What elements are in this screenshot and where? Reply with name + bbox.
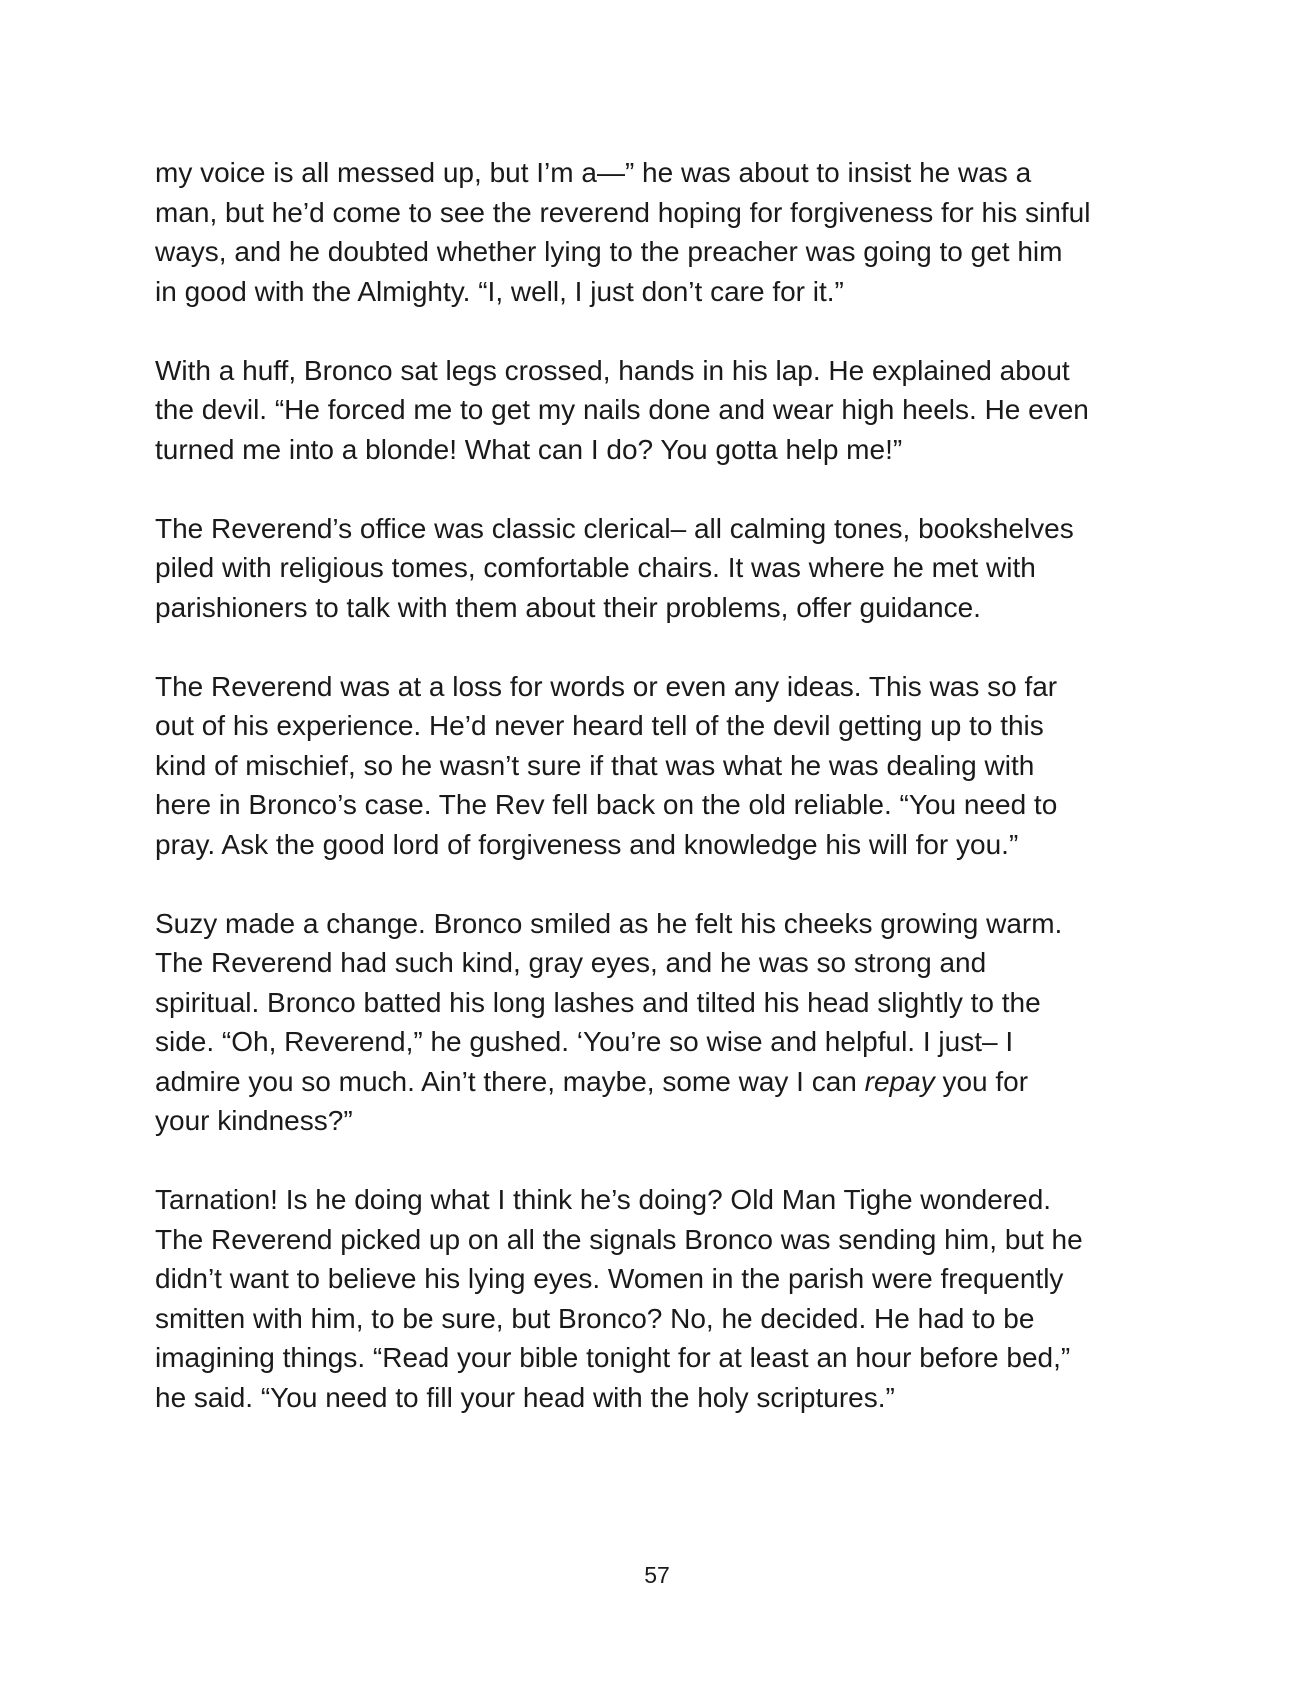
body-text xyxy=(155,153,1175,1457)
text-line: your kindness?” xyxy=(155,1105,353,1136)
text-line: my voice is all messed up, but I’m a—” he was about to insist he was a xyxy=(155,157,1032,188)
paragraph-2 xyxy=(155,351,1175,470)
paragraph-4 xyxy=(155,667,1175,865)
text-line: turned me into a blonde! What can I do? You gotta help me!” xyxy=(155,433,903,465)
text-line: parishioners to talk with them about their problems, offer guidance. xyxy=(155,591,981,623)
paragraph-3 xyxy=(155,509,1175,628)
text-line: spiritual. Bronco batted his long lashes and tilted his head slightly to the xyxy=(155,986,1041,1018)
emphasized-word: repay xyxy=(864,1065,935,1097)
text-line: The Reverend was at a loss for words or even any ideas. This was so far xyxy=(155,670,1058,702)
text-line: The Reverend’s office was classic clerical– all calming tones, bookshelves xyxy=(155,512,1074,544)
text-line: Tarnation! Is he doing what I think he’s doing? Old Man Tighe wondered. xyxy=(155,1184,1052,1215)
text-line: The Reverend picked up on all the signals Bronco was sending him, but he xyxy=(155,1223,1083,1255)
text-line: Suzy made a change. Bronco smiled as he felt his cheeks growing warm. xyxy=(155,907,1063,939)
text-line-with-emphasis xyxy=(155,1062,1175,1102)
text-line: in good with the Almighty. “I, well, I just don’t care for it.” xyxy=(155,275,844,307)
text-line: smitten with him, to be sure, but Bronco? No, he decided. He had to be xyxy=(155,1302,1035,1334)
text-line: ways, and he doubted whether lying to the preacher was going to get him xyxy=(155,236,1063,267)
text-line: pray. Ask the good lord of forgiveness and knowledge his will for you.” xyxy=(155,828,1019,860)
text-line: The Reverend had such kind, gray eyes, and he was so strong and xyxy=(155,947,987,978)
text-line: the devil. “He forced me to get my nails done and wear high heels. He even xyxy=(155,394,1089,425)
text-line: he said. “You need to fill your head with the holy scriptures.” xyxy=(155,1381,895,1413)
text-line: here in Bronco’s case. The Rev fell back on the old reliable. “You need to xyxy=(155,789,1058,820)
paragraph-6 xyxy=(155,1180,1175,1417)
text-line: imagining things. “Read your bible tonight for at least an hour before bed,” xyxy=(155,1342,1071,1373)
text-line: man, but he’d come to see the reverend hoping for forgiveness for his sinful xyxy=(155,196,1091,228)
paragraph-5 xyxy=(155,904,1175,1141)
text-line: didn’t want to believe his lying eyes. Women in the parish were frequently xyxy=(155,1263,1064,1294)
text-line: side. “Oh, Reverend,” he gushed. ‘You’re so wise and helpful. I just– I xyxy=(155,1026,1014,1057)
text-segment: admire you so much. Ain’t there, maybe, some way I can xyxy=(155,1065,865,1097)
text-line: piled with religious tomes, comfortable chairs. It was where he met with xyxy=(155,552,1036,583)
paragraph-1 xyxy=(155,153,1175,311)
page-number: 57 xyxy=(644,1562,670,1588)
text-line: kind of mischief, so he wasn’t sure if that was what he was dealing with xyxy=(155,749,1035,781)
text-segment: you for xyxy=(934,1065,1029,1097)
text-line: out of his experience. He’d never heard tell of the devil getting up to this xyxy=(155,710,1044,741)
text-line: With a huff, Bronco sat legs crossed, hands in his lap. He explained about xyxy=(155,354,1070,386)
